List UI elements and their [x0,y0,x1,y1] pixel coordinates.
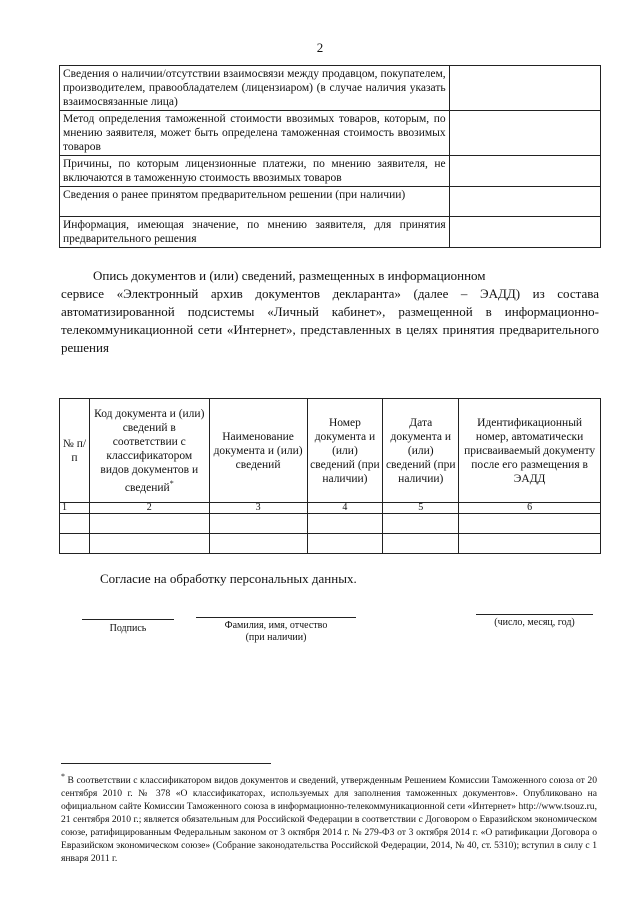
docs-header-cell [459,399,601,503]
table-cell[interactable] [383,514,459,534]
docs-header-cell [209,399,307,503]
column-number: 3 [209,503,307,514]
docs-header-text: Наименование документа и (или) сведений [213,430,303,471]
date-label: (число, месяц, год) [494,617,575,628]
info-row [60,156,601,187]
docs-header-text: Код документа и (или) сведений в соответствии с классификатором видов документов и сведений [94,407,205,494]
date-line [476,614,593,615]
footnote-rule [61,763,271,764]
column-number: 5 [383,503,459,514]
info-question: Сведения о наличии/отсутствии взаимосвязи между продавцом, покупателем, производителем, правообладателем (лицензиаром) (в случае наличия указать взаимосвязанные лица) [60,66,450,111]
info-answer-cell[interactable] [449,66,600,111]
inventory-title-line1: Опись документов и (или) сведений, размещенных в информационном [93,268,486,283]
info-question: Причины, по которым лицензионные платежи, по мнению заявителя, не включаются в таможенную стоимость ввозимых товаров [60,156,450,187]
docs-header-cell [60,399,90,503]
consent-text: Согласие на обработку персональных данных. [100,571,357,586]
table-row [60,534,601,554]
footnote [61,770,597,865]
name-label-line2: (при наличии) [245,632,307,643]
column-number: 4 [307,503,383,514]
docs-header-text: Идентификационный номер, автоматически присваиваемый документу после его размещения в ЭАДД [464,416,596,485]
docs-header-text: Дата документа и (или) сведений (при наличии) [385,416,456,485]
table-cell[interactable] [60,514,90,534]
page-number: 2 [316,40,324,55]
info-row [60,111,601,156]
name-label [196,620,356,644]
info-question: Информация, имеющая значение, по мнению заявителя, для принятия предварительного решения [60,217,450,248]
table-cell[interactable] [459,534,601,554]
column-number: 6 [459,503,601,514]
info-row [60,217,601,248]
footnote-mark: * [61,772,65,781]
docs-header-text: № п/п [62,437,87,464]
table-cell[interactable] [307,534,383,554]
docs-header-cell [89,399,209,503]
docs-header-cell [307,399,383,503]
table-row [60,514,601,534]
table-cell[interactable] [307,514,383,534]
docs-header-footnote-mark: * [169,478,174,488]
name-line [196,617,356,618]
inventory-title [61,267,599,357]
info-answer-cell[interactable] [449,217,600,248]
signature-line [82,619,174,620]
table-cell[interactable] [459,514,601,534]
info-row [60,187,601,217]
table-cell[interactable] [383,534,459,554]
table-cell[interactable] [60,534,90,554]
info-answer-cell[interactable] [449,111,600,156]
documents-table [59,398,601,554]
footnote-text: В соответствии с классификатором видов документов и сведений, утвержденным Решением Комиссии Таможенного союза от 20 сентября 2010 г. № 378 «О классификаторах, используемых для заполнения таможенных документов». Опубликовано на официальном сайте Комиссии Таможенного союза в информационно-телекоммуникационной сети «Интернет» http://www.tsouz.ru, 21 сентября 2010 г.; является обязательным для Российской Федерации в соответствии с Договором о Евразийском экономическом союзе, ратифицированным Федеральным законом от 3 октября 2014 г. № 279-ФЗ от 3 октября 2014 г. «О ратификации Договора о Евразийском экономическом союзе» (Собрание законодательства Российской Федерации, 2014, № 40, ст. 5310); вступил в силу с 1 января 2011 г. [61,775,597,865]
table-cell[interactable] [209,534,307,554]
info-question: Метод определения таможенной стоимости ввозимых товаров, которым, по мнению заявителя, может быть определена таможенная стоимость ввозимых товаров [60,111,450,156]
info-row [60,66,601,111]
docs-header-text: Номер документа и (или) сведений (при наличии) [310,416,380,485]
info-answer-cell[interactable] [449,187,600,217]
info-table [59,65,601,248]
info-question: Сведения о ранее принятом предварительном решении (при наличии) [60,187,450,217]
column-number: 2 [89,503,209,514]
table-cell[interactable] [209,514,307,534]
signature-label: Подпись [109,623,147,634]
column-number: 1 [60,503,90,514]
docs-header-cell [383,399,459,503]
name-label-line1: Фамилия, имя, отчество [224,620,328,631]
table-cell[interactable] [89,534,209,554]
info-answer-cell[interactable] [449,156,600,187]
column-number-row [60,503,601,514]
inventory-title-rest: сервисе «Электронный архив документов декларанта» (далее – ЭАДД) из состава автоматизированной подсистемы «Личный кабинет», размещенной в информационно-телекоммуникационной сети «Интернет», представленных в целях принятия предварительного решения [61,286,599,355]
table-cell[interactable] [89,514,209,534]
